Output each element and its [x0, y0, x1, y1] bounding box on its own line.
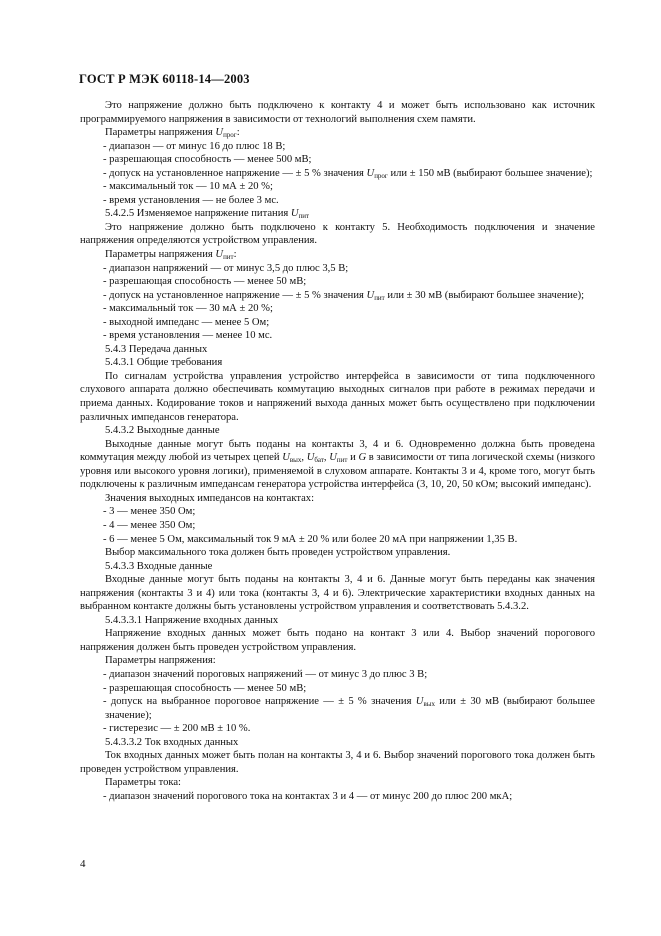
list-item: - максимальный ток — 10 мА ± 20 %; — [103, 181, 273, 193]
paragraph: Параметры напряжения: — [105, 655, 216, 667]
paragraph: Входные данные могут быть поданы на контакты 3, 4 и 6. Данные могут быть переданы как значения напряжения (контакты 3 и 4) или тока (контакты 3, 4 и 6). Электрические характеристики входных данных на выбранном контакте должны быть установлены устройством управления и соответствовать 5.4.3.2. — [80, 574, 595, 613]
section-heading: 5.4.3.3 Входные данные — [105, 560, 213, 572]
list-item: - допуск на установленное напряжение — ± 5 % значения $U_{прог}$ или ± 150 мВ (выбирают большее значение); — [103, 167, 593, 180]
paragraph: Значения выходных импедансов на контактах: — [105, 492, 315, 504]
section-heading: 5.4.3.3.1 Напряжение входных данных — [105, 614, 279, 626]
page-number: 4 — [80, 858, 86, 870]
paragraph: Выходные данные могут быть поданы на контакты 3, 4 и 6. Одновременно должна быть проведена коммутация между любой из четырех цепей $U_{вых}$, $U_{бат}$, $U_{пит}$ и G в зависимости от типа логической схемы (низкого уровня или высокого уровня логики), применяемой в слуховом аппарате. Контакты 3 и 4, кроме того, могут быть подключены к различным импедансам генератора устройства интерфейса (3, 10, 20, 50 кОм; высокий импеданс). — [80, 438, 595, 491]
paragraph: Это напряжение должно быть подключено к контакту 4 и может быть использовано как источник программируемого напряжения в зависимости от технологий выполнения схем памяти. — [80, 100, 595, 125]
paragraph: Параметры напряжения $U_{прог}$: — [105, 127, 240, 140]
section-heading: 5.4.3.3.2 Ток входных данных — [105, 736, 239, 748]
section-heading: 5.4.3.1 Общие требования — [105, 357, 223, 369]
list-item: - диапазон значений порогового тока на контактах 3 и 4 — от минус 200 до плюс 200 мкА; — [103, 790, 513, 802]
list-item: - гистерезис — ± 200 мВ ± 10 %. — [103, 723, 251, 735]
list-item: - разрешающая способность — менее 50 мВ; — [103, 682, 307, 694]
list-item: - 3 — менее 350 Ом; — [103, 506, 196, 518]
paragraph: Параметры напряжения $U_{пит}$: — [105, 249, 237, 262]
paragraph: По сигналам устройства управления устройство интерфейса в зависимости от типа подключенного слухового аппарата должно обеспечивать коммутацию выходных сигналов при работе в режимах передачи и приема данных. Кодирование токов и напряжений выхода данных может быть осуществлено при подключении различных импедансов генератора. — [80, 370, 595, 423]
list-item: - разрешающая способность — менее 50 мВ; — [103, 276, 307, 288]
list-item: - максимальный ток — 30 мА ± 20 %; — [103, 303, 273, 315]
paragraph: Напряжение входных данных может быть подано на контакт 3 или 4. Выбор значений порогового напряжения должен быть проведен устройством управления. — [80, 628, 595, 653]
body-text — [80, 99, 595, 803]
list-item: - диапазон значений пороговых напряжений — от минус 3 до плюс 3 В; — [103, 668, 428, 680]
section-heading: 5.4.3 Передача данных — [105, 343, 208, 355]
list-item: - разрешающая способность — менее 500 мВ; — [103, 154, 312, 166]
list-item: - 6 — менее 5 Ом, максимальный ток 9 мА ± 20 % или более 20 мА при напряжении 1,35 В. — [103, 533, 518, 545]
list-item: - выходной импеданс — менее 5 Ом; — [103, 316, 270, 328]
paragraph: Ток входных данных может быть полан на контакты 3, 4 и 6. Выбор значений порогового тока должен быть проведен устройством управления. — [80, 750, 595, 775]
list-item: - допуск на выбранное пороговое напряжение — ± 5 % значения $U_{вых}$ или ± 30 мВ (выбирают большее значение); — [103, 696, 596, 721]
paragraph: Это напряжение должно быть подключено к контакту 5. Необходимость подключения и значение напряжения определяются устройством управления. — [80, 221, 595, 247]
paragraph: Параметры тока: — [105, 777, 181, 789]
section-heading: 5.4.3.2 Выходные данные — [105, 425, 220, 437]
list-item: - 4 — менее 350 Ом; — [103, 519, 196, 531]
paragraph: Выбор максимального тока должен быть проведен устройством управления. — [105, 547, 451, 559]
list-item: - время установления — менее 10 мс. — [103, 330, 273, 342]
document-header: ГОСТ Р МЭК 60118-14—2003 — [79, 72, 250, 86]
list-item: - время установления — не более 3 мс. — [103, 194, 279, 206]
list-item: - диапазон — от минус 16 до плюс 18 В; — [103, 140, 286, 152]
section-heading: 5.4.2.5 Изменяемое напряжение питания $U_{пит}$ — [105, 208, 310, 221]
list-item: - допуск на установленное напряжение — ± 5 % значения $U_{пит}$ или ± 30 мВ (выбирают большее значение); — [103, 289, 585, 302]
list-item: - диапазон напряжений — от минус 3,5 до плюс 3,5 В; — [103, 262, 349, 274]
